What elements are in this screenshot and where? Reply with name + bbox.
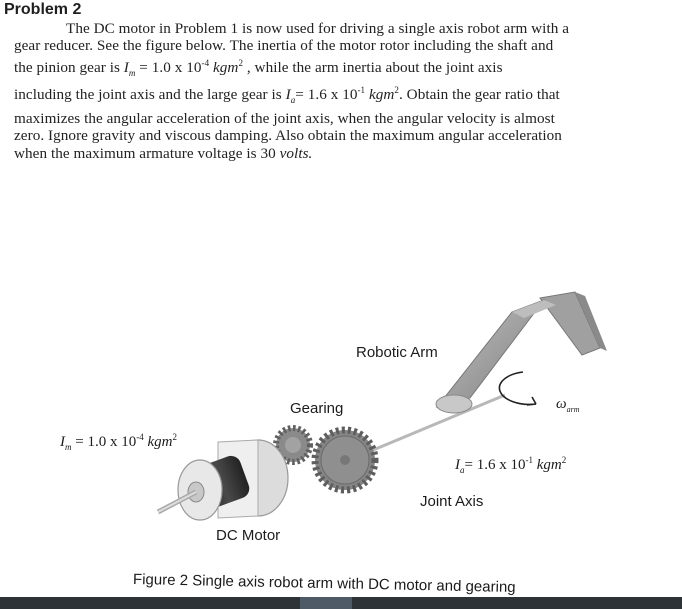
gearing-label: Gearing [290,400,344,417]
arm-inertia-label: $I_a= 1.6$ x $10^{-1}$ kgm$^2$ [455,455,567,475]
bottom-bar-right [352,597,682,609]
joint-axis-label: Joint Axis [420,493,484,510]
bottom-toolbar-strip [0,597,682,609]
robotic-arm-label: Robotic Arm [356,344,438,361]
bottom-bar-left [0,597,300,609]
dc-motor-shape [158,440,288,520]
statement-line-4: including the joint axis and the large gear is $I_a= 1.6$ x $10^{-1}$ kgm$^2$. Obtain the gear ratio that [14,85,560,106]
large-gear-shape [315,430,375,490]
statement-line-6: zero. Ignore gravity and viscous damping. Also obtain the maximum angular acceleration [14,127,562,145]
figure-caption: Figure 2 Single axis robot arm with DC motor and gearing [132,571,516,597]
problem-title: Problem 2 [4,1,82,18]
robot-arm-shape [436,292,607,413]
rotation-arrow-icon [499,372,536,405]
statement-line-3: the pinion gear is $I_m = 1.0$ x $10^{-4}$ kgm$^2$ , while the arm inertia about the joint axis [14,57,503,78]
dc-motor-label: DC Motor [216,527,281,544]
statement-line-2: gear reducer. See the figure below. The inertia of the motor rotor including the shaft and [14,37,554,55]
statement-line-7: when the maximum armature voltage is 30 volts. [14,144,313,162]
omega-arm-label: $\omega_{arm}$ [556,396,580,414]
motor-inertia-label: $I_m = 1.0$ x $10^{-4}$ kgm$^2$ [60,432,177,452]
statement-line-1: The DC motor in Problem 1 is now used for driving a single axis robot arm with a [66,20,570,37]
bottom-bar-accent [300,597,352,609]
statement-line-5: maximizes the angular acceleration of the joint axis, when the angular velocity is almost [14,109,555,127]
